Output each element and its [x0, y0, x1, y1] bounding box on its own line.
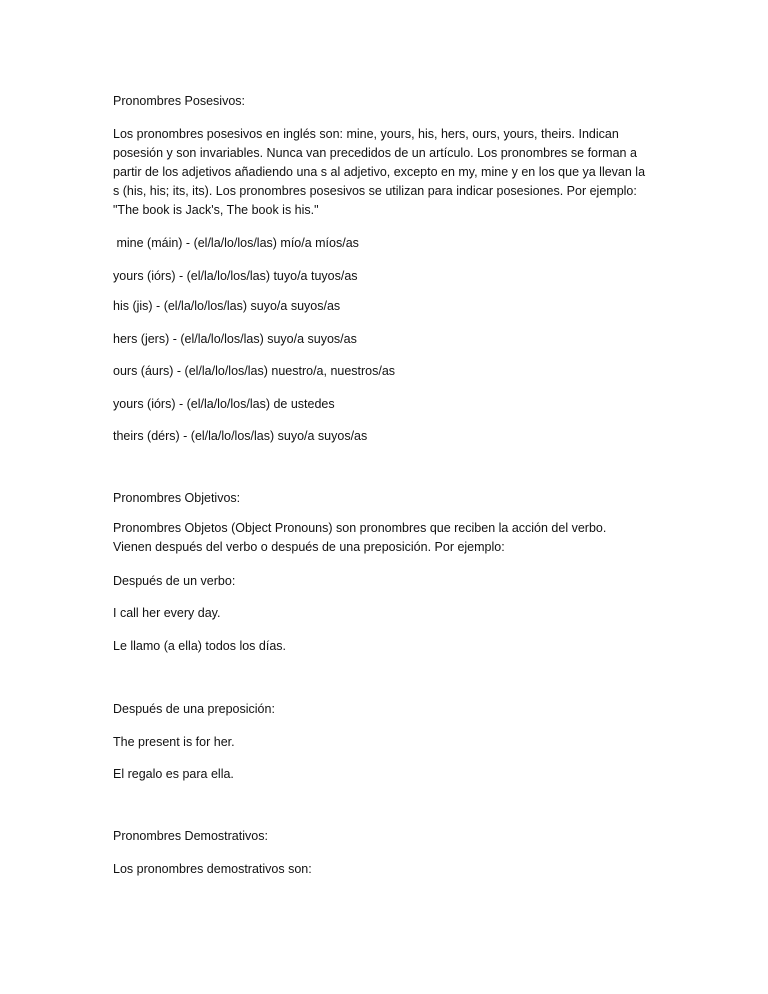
demostrativos-intro: Los pronombres demostrativos son:	[113, 862, 312, 876]
posesivo-item-his: his (jis) - (el/la/lo/los/las) suyo/a suyos/as	[113, 299, 341, 313]
paragraph-line: "The book is Jack's, The book is his."	[113, 203, 319, 217]
paragraph-line: partir de los adjetivos añadiendo una s al adjetivo, excepto en my, mine y en los que ya llevan la	[113, 165, 646, 179]
after-verb-example-en: I call her every day.	[113, 606, 221, 620]
after-prep-label: Después de una preposición:	[113, 702, 275, 716]
heading-posesivos: Pronombres Posesivos:	[113, 94, 246, 108]
posesivo-item-ours: ours (áurs) - (el/la/lo/los/las) nuestro/a, nuestros/as	[113, 364, 396, 378]
posesivo-item-yours-plural: yours (iórs) - (el/la/lo/los/las) de ustedes	[113, 397, 335, 411]
paragraph-posesivos	[113, 125, 673, 220]
after-prep-example-es: El regalo es para ella.	[113, 767, 234, 781]
heading-demostrativos: Pronombres Demostrativos:	[113, 829, 268, 843]
posesivo-item-mine: mine (máin) - (el/la/lo/los/las) mío/a míos/as	[113, 236, 359, 250]
paragraph-line: Los pronombres posesivos en inglés son: mine, yours, his, hers, ours, yours, theirs. Indican	[113, 127, 619, 141]
posesivo-item-yours: yours (iórs) - (el/la/lo/los/las) tuyo/a tuyos/as	[113, 269, 358, 283]
posesivo-item-hers: hers (jers) - (el/la/lo/los/las) suyo/a suyos/as	[113, 332, 357, 346]
posesivo-item-theirs: theirs (dérs) - (el/la/lo/los/las) suyo/a suyos/as	[113, 429, 368, 443]
paragraph-line: s (his, his; its, its). Los pronombres posesivos se utilizan para indicar posesiones. Por ejemplo:	[113, 184, 637, 198]
after-verb-label: Después de un verbo:	[113, 574, 236, 588]
after-verb-example-es: Le llamo (a ella) todos los días.	[113, 639, 287, 653]
paragraph-line: Vienen después del verbo o después de una preposición. Por ejemplo:	[113, 540, 505, 554]
after-prep-example-en: The present is for her.	[113, 735, 235, 749]
heading-objetivos: Pronombres Objetivos:	[113, 491, 241, 505]
paragraph-line: Pronombres Objetos (Object Pronouns) son pronombres que reciben la acción del verbo.	[113, 521, 607, 535]
paragraph-objetivos	[113, 519, 673, 557]
paragraph-line: posesión y son invariables. Nunca van precedidos de un artículo. Los pronombres se forman a	[113, 146, 637, 160]
